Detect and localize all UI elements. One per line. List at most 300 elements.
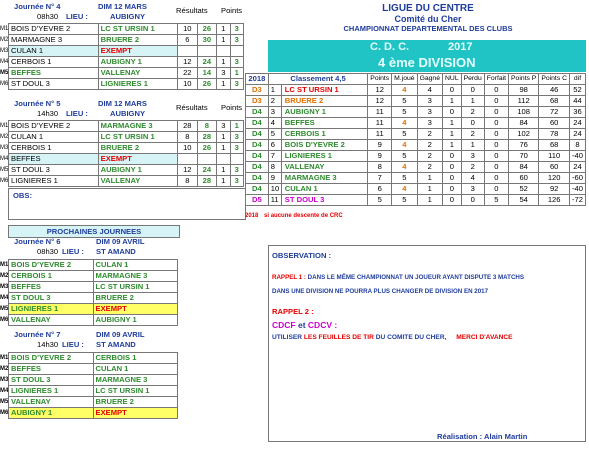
match-number: M6 [0,81,9,87]
home-team: CERBOIS 1 M2 [9,271,94,282]
rappel1-text2: DANS UNE DIVISION NE POURRA PLUS CHANGER DE DIVISION EN 2017 [272,288,489,295]
home-team: BOIS D'YEVRE 2 M1 [9,353,94,364]
j7-lieu-label: LIEU : [62,340,84,349]
standings-row [246,195,586,206]
home-team: BEFFES M4 [9,154,99,165]
match-number: M5 [0,399,9,405]
match-row [9,46,244,57]
stat-pts: 9 [368,140,392,151]
home-score: 28 [178,121,198,132]
stat-dif: -40 [570,151,586,162]
home-team: LIGNIERES 1 M5 [9,304,94,315]
stat-pc: 110 [539,151,570,162]
comite-label: DU COMITE DU CHER, [375,334,447,341]
standings-col-header: Forfait [484,74,508,85]
rank: 5 [271,129,282,139]
away-points: 1 [230,68,243,79]
stat-f: 0 [484,85,508,96]
stat-n: 0 [443,107,462,118]
fixture-row [9,315,178,326]
division-code: D4 [246,151,269,162]
match-number: M4 [0,156,9,162]
home-team: LIGNIERES 1 M6 [9,176,99,187]
home-team: VALLENAY M6 [9,315,94,326]
match-number: M1 [0,355,9,361]
rank: 3 [271,107,282,117]
away-points: 3 [230,143,243,154]
cdcv-label: CDCV : [307,320,338,330]
stat-dif: 44 [570,96,586,107]
team-name: MARMAGNE 3 [284,173,337,182]
fixture-row [9,293,178,304]
match-row [9,132,244,143]
team-name: ST DOUL 3 [284,195,325,204]
stat-n: 0 [443,85,462,96]
observation-box [268,245,586,442]
stat-dif: -60 [570,173,586,184]
ligue-title: LIGUE DU CENTRE [382,3,474,14]
home-team: ST DOUL 3 M6 [9,79,99,90]
stat-pc: 60 [539,118,570,129]
stat-pc: 60 [539,162,570,173]
away-score: 28 [197,132,217,143]
division-code: D5 [246,195,269,206]
stat-mj: 4 [392,118,417,129]
stat-p: 0 [461,85,484,96]
home-score: 10 [178,24,198,35]
away-score [197,154,217,165]
home-score: 22 [178,68,198,79]
stat-n: 1 [443,129,462,140]
fixture-row [9,304,178,315]
home-team: LIGNIERES 1 M4 [9,386,94,397]
stat-pp: 98 [509,85,539,96]
stat-f: 0 [484,107,508,118]
home-team: BEFFES M3 [9,282,94,293]
stat-f: 0 [484,151,508,162]
home-points: 3 [217,121,230,132]
journee-5-results-table [0,120,244,187]
rank: 2 [271,96,282,106]
stat-pts: 9 [368,151,392,162]
away-score: 26 [197,79,217,90]
stat-f: 5 [484,195,508,206]
match-number: M4 [0,295,9,301]
home-score: 10 [178,143,198,154]
match-row [9,24,244,35]
match-number: M6 [0,317,9,323]
team-name: AUBIGNY 1 [284,107,326,116]
standings-col-header: Points C [539,74,570,85]
stat-p: 2 [461,107,484,118]
stat-pc: 46 [539,85,570,96]
stat-pp: 70 [509,151,539,162]
standings-year: 2018 [246,74,269,85]
match-number: M3 [0,284,9,290]
stat-pp: 102 [509,129,539,140]
away-team: EXEMPT [98,46,177,57]
home-score: 10 [178,79,198,90]
stat-mj: 5 [392,195,417,206]
home-score [178,154,198,165]
match-row [9,121,244,132]
standings-row [246,184,586,195]
team-cell [268,85,368,96]
home-team: CERBOIS 1 M3 [9,143,99,154]
stat-pc: 72 [539,107,570,118]
note-text: si aucune descente de CRC [264,213,343,219]
stat-mj: 5 [392,107,417,118]
stat-pp: 84 [509,162,539,173]
standings-row [246,129,586,140]
stat-dif: 52 [570,85,586,96]
match-number: M5 [0,167,9,173]
away-team: AUBIGNY 1 [98,57,177,68]
home-points: 1 [217,132,230,143]
standings-row [246,151,586,162]
stat-g: 2 [417,151,442,162]
j4-lieu-label: LIEU : [66,12,88,21]
away-team: LC ST URSIN 1 [98,132,177,143]
away-team: CULAN 1 [93,364,178,375]
away-points: 3 [230,79,243,90]
division-code: D4 [246,184,269,195]
away-team: CERBOIS 1 [93,353,178,364]
away-team: BRUERE 2 [93,397,178,408]
home-points: 1 [217,24,230,35]
stat-pc: 68 [539,96,570,107]
rank: 10 [271,184,282,194]
j7-place: ST AMAND [96,340,136,349]
standings-col-header: Perdu [461,74,484,85]
fixture-row [9,397,178,408]
home-score: 8 [178,176,198,187]
match-number: M1 [0,262,9,268]
stat-dif: 8 [570,140,586,151]
match-number: M2 [0,366,9,372]
home-score: 8 [178,132,198,143]
home-points: 1 [217,57,230,68]
stat-p: 0 [461,195,484,206]
rappel1-label: RAPPEL 1 : [272,274,306,281]
match-number: M5 [0,70,9,76]
stat-g: 2 [417,129,442,140]
fixture-row [9,282,178,293]
home-points: 1 [217,176,230,187]
stat-pp: 60 [509,173,539,184]
standings-row [246,118,586,129]
standings-col-header: M.joué [392,74,417,85]
stat-f: 0 [484,129,508,140]
fixture-row [9,375,178,386]
stat-g: 3 [417,118,442,129]
stat-pc: 68 [539,140,570,151]
home-points: 1 [217,143,230,154]
j6-place: ST AMAND [96,247,136,256]
rank: 8 [271,162,282,172]
match-number: M4 [0,388,9,394]
team-cell [268,195,368,206]
j6-journee: Journée N° 6 [14,237,61,246]
home-team: MARMAGNE 3 M2 [9,35,99,46]
team-name: LC ST URSIN 1 [284,85,339,94]
away-score: 8 [197,121,217,132]
standings-table [245,73,586,206]
match-number: M3 [0,48,9,54]
match-row [9,57,244,68]
standings-row [246,96,586,107]
stat-n: 0 [443,162,462,173]
fixture-row [9,353,178,364]
obs-box [8,188,246,220]
fixture-row [9,364,178,375]
stat-g: 1 [417,173,442,184]
j6-date: DIM 09 AVRIL [96,237,145,246]
stat-g: 1 [417,184,442,195]
stat-mj: 4 [392,140,417,151]
away-team: MARMAGNE 3 [93,375,178,386]
away-score [197,46,217,57]
team-name: BEFFES [284,118,315,127]
rank: 9 [271,173,282,183]
stat-pts: 6 [368,184,392,195]
match-number: M3 [0,145,9,151]
stat-mj: 5 [392,96,417,107]
home-team: CULAN 1 M2 [9,132,99,143]
division-code: D4 [246,173,269,184]
j7-journee: Journée N° 7 [14,330,61,339]
stat-f: 0 [484,162,508,173]
fixture-row [9,386,178,397]
stat-p: 1 [461,96,484,107]
stat-g: 4 [417,85,442,96]
stat-pts: 11 [368,118,392,129]
home-team: ST DOUL 3 M5 [9,165,99,176]
stat-pc: 78 [539,129,570,140]
journee-4-results-table [0,23,244,90]
match-number: M1 [0,26,9,32]
away-team: EXEMPT [93,408,178,419]
away-team: VALLENAY [98,68,177,79]
home-points: 1 [217,165,230,176]
away-points [230,46,243,57]
division-code: D4 [246,107,269,118]
away-points: 3 [230,24,243,35]
j5-points-header: Points [221,103,243,112]
match-number: M5 [0,306,9,312]
match-number: M3 [0,377,9,383]
home-team: BOIS D'YEVRE 2 M1 [9,260,94,271]
home-team: BEFFES M2 [9,364,94,375]
home-team: ST DOUL 3 M4 [9,293,94,304]
j5-time: 14h30 [37,109,59,118]
away-score: 24 [197,57,217,68]
match-number: M1 [0,123,9,129]
stat-pts: 11 [368,107,392,118]
stat-p: 3 [461,184,484,195]
utiliser-label: UTILISER [272,334,303,341]
away-score: 30 [197,35,217,46]
away-team: VALLENAY [98,176,177,187]
standings-col-header: Gagné [417,74,442,85]
away-team: LC ST URSIN 1 [98,24,177,35]
away-team: BRUERE 2 [93,293,178,304]
team-name: VALLENAY [284,162,325,171]
stat-g: 2 [417,140,442,151]
stat-pp: 108 [509,107,539,118]
j6-time: 08h30 [37,247,59,256]
match-row [9,68,244,79]
stat-n: 1 [443,140,462,151]
away-score: 14 [197,68,217,79]
team-cell [268,107,368,118]
home-score: 12 [178,57,198,68]
stat-p: 1 [461,140,484,151]
j5-results-header: Résultats [176,103,208,112]
feuilles-label: LES FEUILLES DE TIR [303,334,374,341]
team-name: BOIS D'YEVRE 2 [284,140,345,149]
stat-pp: 84 [509,118,539,129]
stat-pc: 92 [539,184,570,195]
stat-pts: 7 [368,173,392,184]
prochaines-title: PROCHAINES JOURNEES [8,225,180,238]
home-score: 12 [178,165,198,176]
team-name: BRUERE 2 [284,96,324,105]
away-points: 3 [230,176,243,187]
journee-6-fixtures-table [0,259,178,326]
standings-col-header: dif [570,74,586,85]
stat-dif: 24 [570,129,586,140]
away-team: MARMAGNE 3 [98,121,177,132]
away-score: 26 [197,143,217,154]
fixture-row [9,408,178,419]
home-points: 1 [217,35,230,46]
away-points [230,154,243,165]
rank: 7 [271,151,282,161]
cdc-year: 2017 [448,41,473,53]
standings-classement-header: Classement 4,5 [268,74,368,85]
home-points [217,154,230,165]
observation-title: OBSERVATION : [272,251,332,260]
home-score: 6 [178,35,198,46]
match-row [9,79,244,90]
division-code: D4 [246,129,269,140]
j4-journee: Journée N° 4 [14,2,61,11]
match-row [9,143,244,154]
division-code: D3 [246,85,269,96]
standings-row [246,140,586,151]
match-number: M2 [0,37,9,43]
stat-dif: 36 [570,107,586,118]
match-row [9,35,244,46]
home-points: 1 [217,79,230,90]
away-team: LC ST URSIN 1 [93,282,178,293]
stat-f: 0 [484,140,508,151]
j4-points-header: Points [221,6,243,15]
division-banner [268,40,586,72]
division-code: D4 [246,162,269,173]
stat-mj: 5 [392,151,417,162]
j5-lieu-label: LIEU : [66,109,88,118]
realisation-label: Réalisation : Alain Martin [437,432,528,441]
match-row [9,154,244,165]
j7-date: DIM 09 AVRIL [96,330,145,339]
stat-n: 0 [443,151,462,162]
division-code: D3 [246,96,269,107]
stat-n: 0 [443,173,462,184]
fixture-row [9,260,178,271]
team-cell [268,184,368,195]
stat-f: 0 [484,184,508,195]
rank: 6 [271,140,282,150]
team-name: CULAN 1 [284,184,318,193]
stat-g: 3 [417,96,442,107]
j7-time: 14h30 [37,340,59,349]
stat-dif: -40 [570,184,586,195]
stat-dif: 24 [570,162,586,173]
rank: 1 [271,85,282,95]
away-points: 3 [230,132,243,143]
j6-lieu-label: LIEU : [62,247,84,256]
standings-row [246,173,586,184]
away-points: 3 [230,35,243,46]
match-number: M4 [0,59,9,65]
home-team: CERBOIS 1 M4 [9,57,99,68]
j4-time: 08h30 [37,12,59,21]
stat-dif: -72 [570,195,586,206]
division-code: D4 [246,140,269,151]
home-score [178,46,198,57]
stat-p: 2 [461,162,484,173]
home-team: BEFFES M5 [9,68,99,79]
stat-mj: 5 [392,173,417,184]
match-row [9,176,244,187]
team-name: CERBOIS 1 [284,129,326,138]
home-points [217,46,230,57]
away-score: 26 [197,24,217,35]
division-code: D4 [246,118,269,129]
standings-col-header: Points [368,74,392,85]
rappel1-text: DANS LE MÊME CHAMPIONNAT UN JOUEUR AYANT DISPUTE 3 MATCHS [307,274,525,281]
j5-place: AUBIGNY [110,109,146,118]
obs-label: OBS: [13,191,32,200]
team-name: LIGNIERES 1 [284,151,333,160]
home-team: ST DOUL 3 M3 [9,375,94,386]
team-cell [268,118,368,129]
stat-g: 3 [417,107,442,118]
team-cell [268,173,368,184]
stat-p: 0 [461,118,484,129]
stat-dif: 24 [570,118,586,129]
away-score: 28 [197,176,217,187]
away-score: 24 [197,165,217,176]
stat-mj: 5 [392,129,417,140]
note-year: 2018 [245,213,259,219]
team-cell [268,151,368,162]
stat-pts: 8 [368,162,392,173]
et-label: et [297,320,306,330]
stat-pc: 120 [539,173,570,184]
division-label: 4 ème DIVISION [378,55,476,70]
stat-mj: 4 [392,184,417,195]
rank: 11 [271,195,282,205]
match-number: M2 [0,273,9,279]
team-cell [268,162,368,173]
away-points: 3 [230,57,243,68]
team-cell [268,140,368,151]
away-team: BRUERE 2 [98,35,177,46]
standings-row [246,107,586,118]
